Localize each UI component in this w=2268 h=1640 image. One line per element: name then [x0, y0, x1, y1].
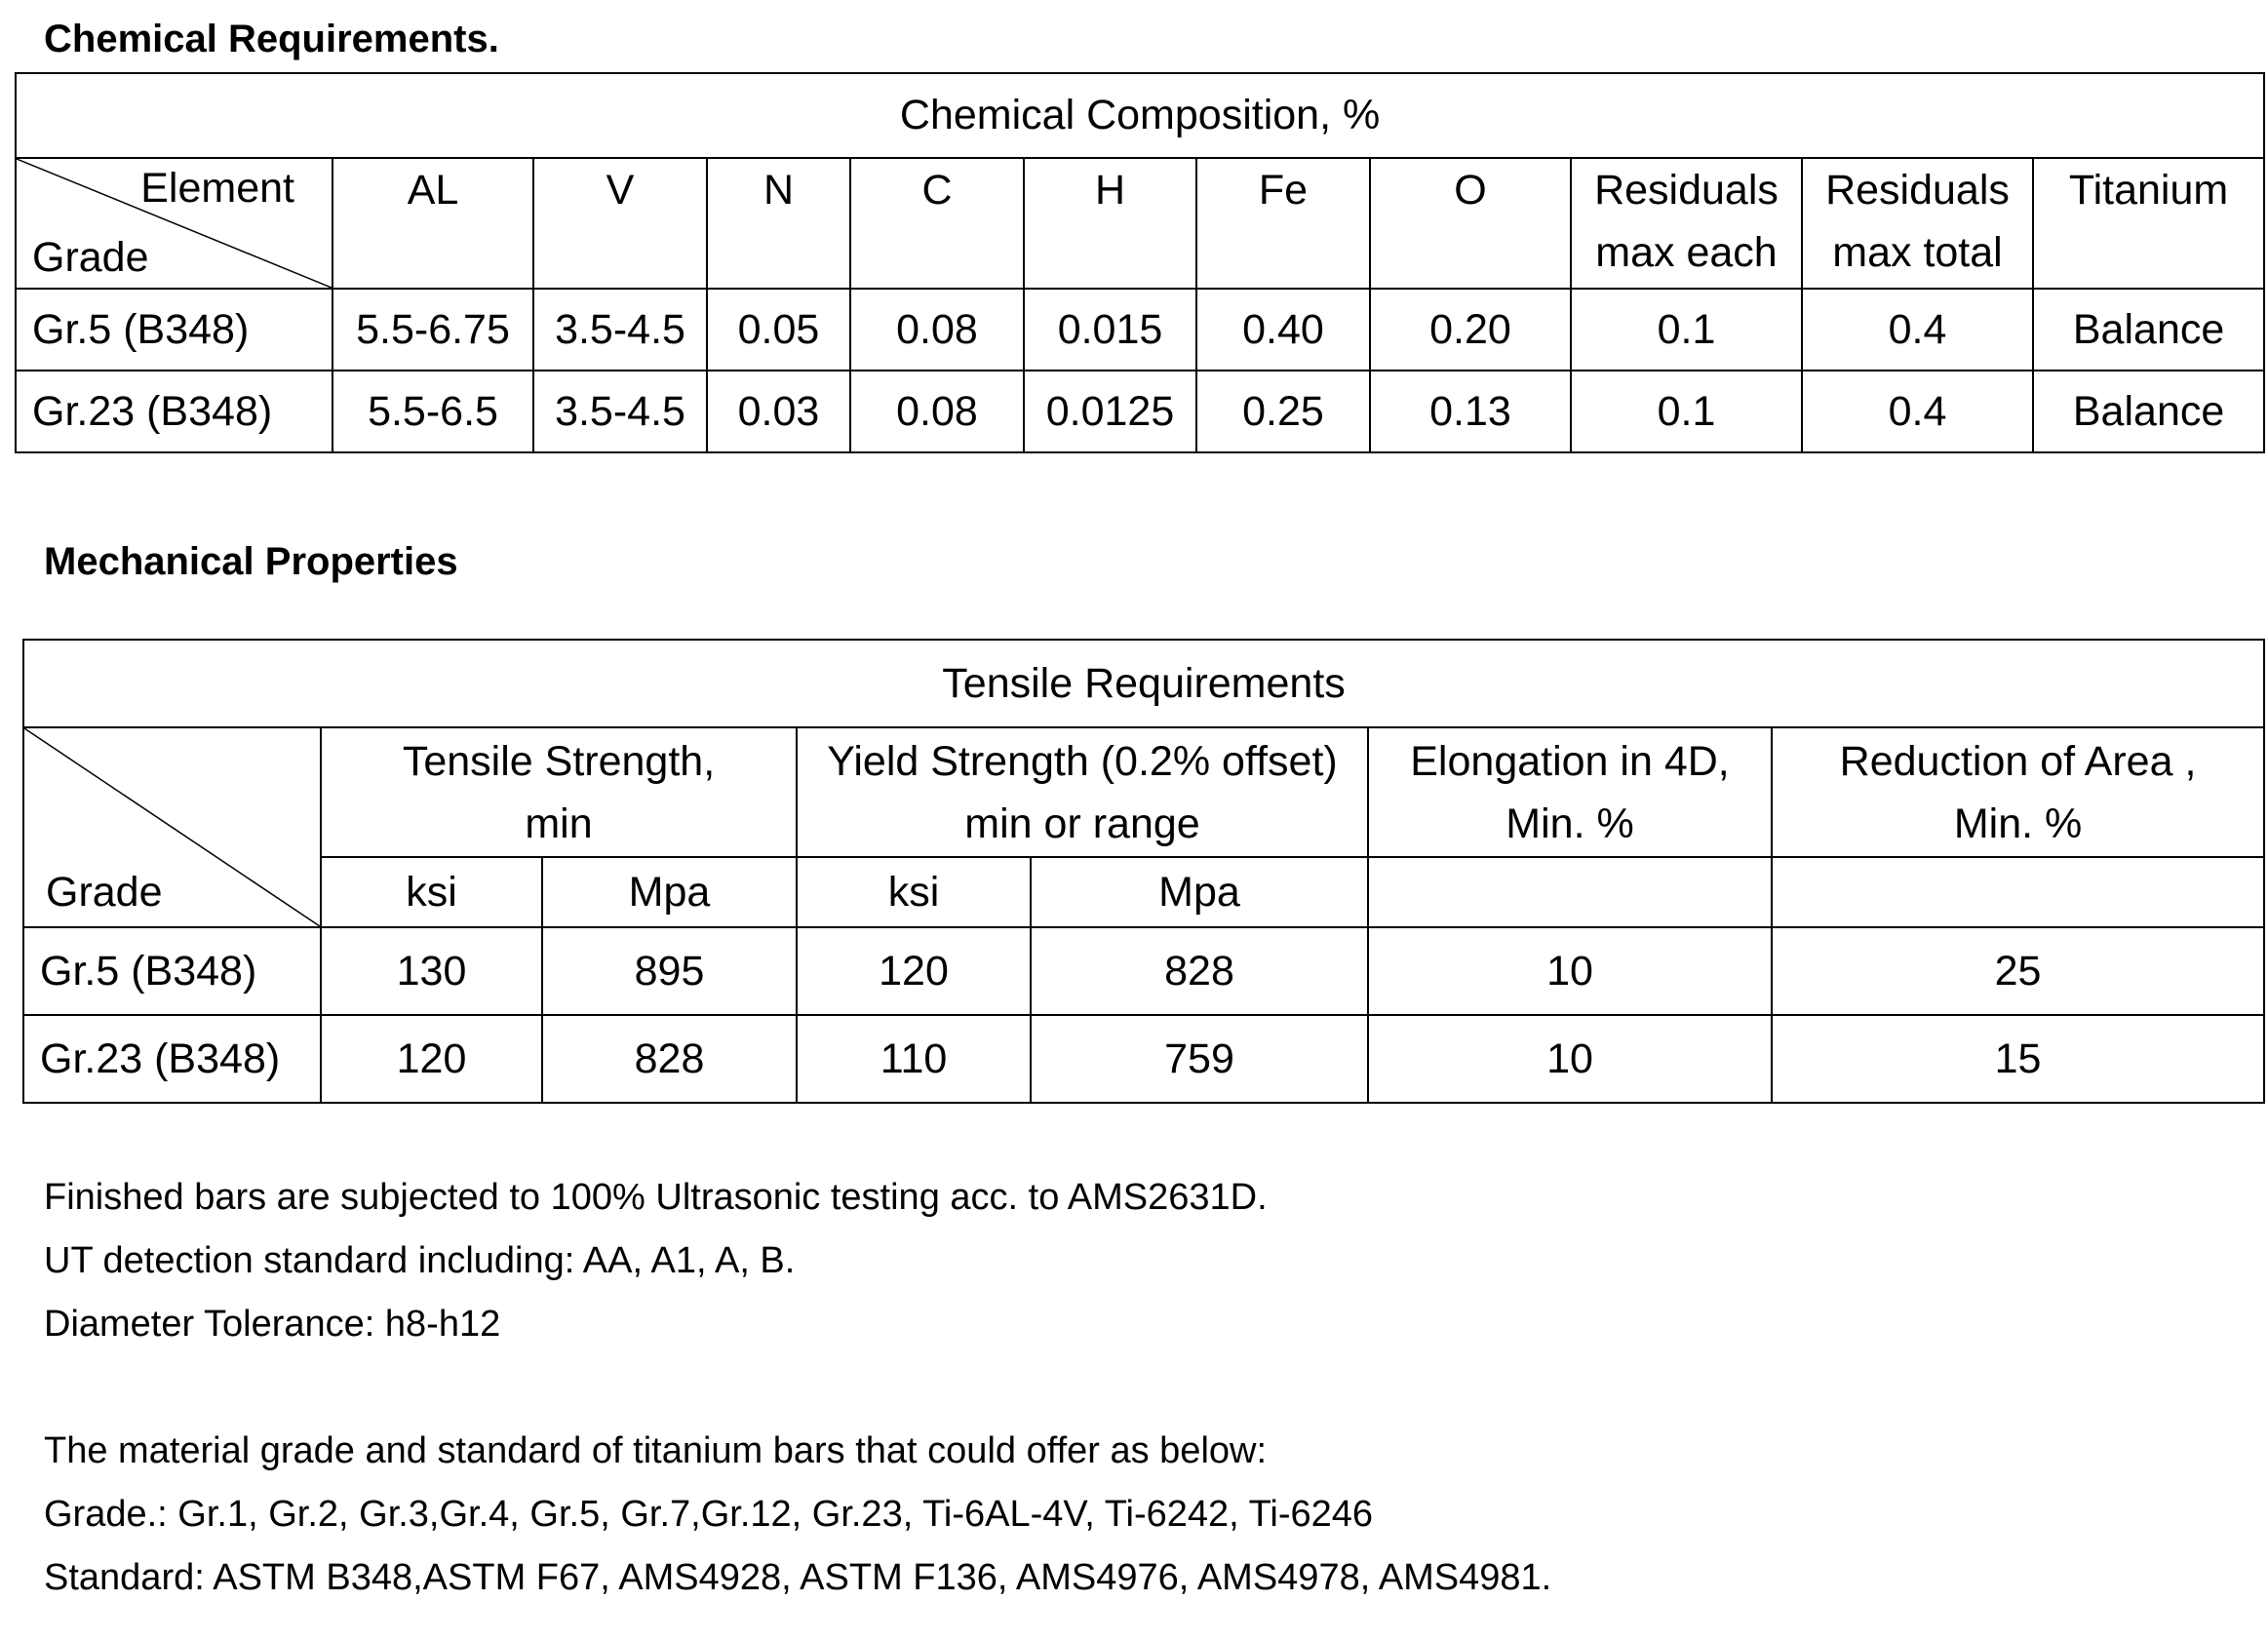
table-cell: 0.20	[1370, 289, 1571, 371]
table-cell: 5.5-6.5	[332, 371, 533, 452]
col-header-fe: Fe	[1196, 158, 1370, 289]
table-cell: 0.03	[707, 371, 850, 452]
table-cell: 3.5-4.5	[533, 371, 707, 452]
table-cell: 0.05	[707, 289, 850, 371]
corner-element-label: Element	[140, 165, 294, 212]
table-cell: 0.08	[850, 289, 1024, 371]
table-cell: 120	[321, 1015, 542, 1103]
col-header-al: AL	[332, 158, 533, 289]
table-cell: 759	[1031, 1015, 1368, 1103]
table-cell: 0.25	[1196, 371, 1370, 452]
unit-header-cell: ksi	[321, 857, 542, 927]
table-cell: 0.08	[850, 371, 1024, 452]
table-cell: 10	[1368, 927, 1772, 1015]
unit-header-cell: ksi	[797, 857, 1031, 927]
table-cell: 0.1	[1571, 371, 1802, 452]
table-cell: 130	[321, 927, 542, 1015]
table-row	[16, 289, 2264, 371]
mechanical-heading: Mechanical Properties	[44, 540, 458, 583]
grade-cell: Gr.5 (B348)	[23, 927, 321, 1015]
tensile-requirements-table	[22, 639, 2265, 1104]
note-line: Finished bars are subjected to 100% Ultrasonic testing acc. to AMS2631D.	[44, 1177, 1268, 1218]
table-cell: 0.40	[1196, 289, 1370, 371]
table-cell: 828	[1031, 927, 1368, 1015]
note-line: Standard: ASTM B348,ASTM F67, AMS4928, ASTM F136, AMS4976, AMS4978, AMS4981.	[44, 1557, 1552, 1598]
unit-header-cell: Mpa	[542, 857, 797, 927]
table-cell: 3.5-4.5	[533, 289, 707, 371]
chemical-composition-table	[15, 72, 2265, 453]
corner-header-cell	[16, 158, 332, 289]
grade-cell: Gr.23 (B348)	[23, 1015, 321, 1103]
col-header-yield-strength: Yield Strength (0.2% offset) min or range	[797, 727, 1368, 857]
note-line: The material grade and standard of titanium bars that could offer as below:	[44, 1430, 1268, 1471]
table-cell: 25	[1772, 927, 2264, 1015]
note-line: Grade.: Gr.1, Gr.2, Gr.3,Gr.4, Gr.5, Gr.7,Gr.12, Gr.23, Ti-6AL-4V, Ti-6242, Ti-6246	[44, 1494, 1374, 1535]
table-cell: 15	[1772, 1015, 2264, 1103]
chemical-heading: Chemical Requirements.	[44, 18, 499, 60]
table-row	[16, 371, 2264, 452]
table-cell: 0.13	[1370, 371, 1571, 452]
table-cell: 110	[797, 1015, 1031, 1103]
table-row	[23, 927, 2264, 1015]
col-header-c: C	[850, 158, 1024, 289]
corner-grade-label: Grade	[32, 234, 149, 281]
offer-notes	[44, 1420, 1551, 1610]
table-cell: 895	[542, 927, 797, 1015]
table-cell: 0.4	[1802, 289, 2033, 371]
grade-cell: Gr.23 (B348)	[16, 371, 332, 452]
col-header-elongation: Elongation in 4D, Min. %	[1368, 727, 1772, 857]
col-header-h: H	[1024, 158, 1196, 289]
col-header-n: N	[707, 158, 850, 289]
unit-header-cell	[1772, 857, 2264, 927]
tensile-table-title: Tensile Requirements	[23, 640, 2264, 727]
table-cell: 10	[1368, 1015, 1772, 1103]
table-cell: 5.5-6.75	[332, 289, 533, 371]
col-header-residuals-total: Residuals max total	[1802, 158, 2033, 289]
corner-header-cell	[23, 727, 321, 927]
col-header-residuals-each: Residuals max each	[1571, 158, 1802, 289]
table-cell: 0.0125	[1024, 371, 1196, 452]
unit-header-cell	[1368, 857, 1772, 927]
col-header-o: O	[1370, 158, 1571, 289]
table-cell: 0.4	[1802, 371, 2033, 452]
table-row	[23, 1015, 2264, 1103]
table-cell: Balance	[2033, 289, 2264, 371]
note-line: Diameter Tolerance: h8-h12	[44, 1304, 501, 1345]
chemical-table-title: Chemical Composition, %	[16, 73, 2264, 158]
col-header-tensile-strength: Tensile Strength, min	[321, 727, 797, 857]
table-cell: 120	[797, 927, 1031, 1015]
table-cell: 0.1	[1571, 289, 1802, 371]
table-cell: Balance	[2033, 371, 2264, 452]
table-cell: 0.015	[1024, 289, 1196, 371]
grade-cell: Gr.5 (B348)	[16, 289, 332, 371]
corner-grade-label: Grade	[46, 869, 163, 916]
col-header-reduction-of-area: Reduction of Area , Min. %	[1772, 727, 2264, 857]
note-line: UT detection standard including: AA, A1, A, B.	[44, 1240, 796, 1281]
testing-notes	[44, 1166, 1268, 1356]
col-header-titanium: Titanium	[2033, 158, 2264, 289]
unit-header-cell: Mpa	[1031, 857, 1368, 927]
table-cell: 828	[542, 1015, 797, 1103]
col-header-v: V	[533, 158, 707, 289]
